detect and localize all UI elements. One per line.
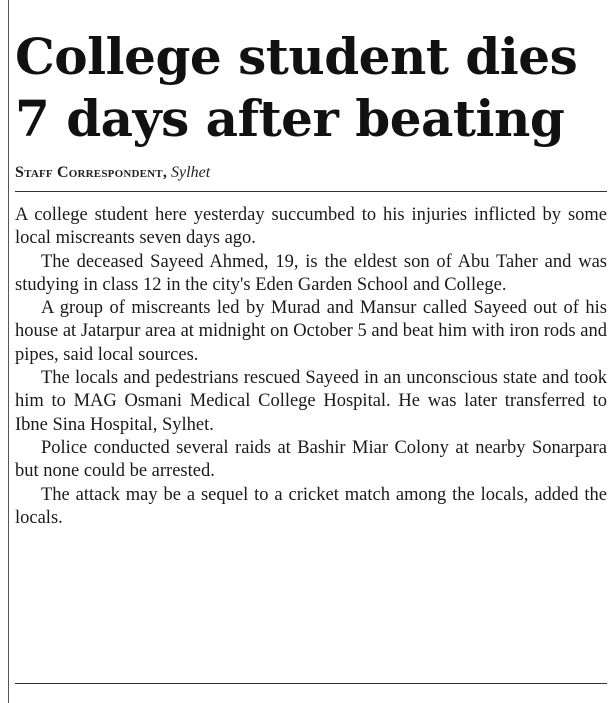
news-article [15, 26, 607, 530]
headline [15, 26, 607, 150]
paragraph: The locals and pedestrians rescued Sayeed in an unconscious state and took him to MAG Osmani Medical College Hospital. He was later transferred to Ibne Sina Hospital, Sylhet. [15, 368, 607, 435]
byline-location: Sylhet [171, 164, 211, 181]
article-end-divider [15, 683, 607, 684]
byline-divider [15, 191, 607, 192]
headline-line-2: 7 days after beating [15, 89, 565, 148]
paragraph: A college student here yesterday succumbed to his injuries inflicted by some local miscreants seven days ago. [15, 205, 607, 249]
paragraph: A group of miscreants led by Murad and Mansur called Sayeed out of his house at Jatarpur area at midnight on October 5 and beat him with iron rods and pipes, said local sources. [15, 298, 607, 365]
column-rule-left [8, 0, 9, 703]
paragraph: Police conducted several raids at Bashir Miar Colony at nearby Sonarpara but none could be arrested. [15, 437, 607, 482]
paragraph: The deceased Sayeed Ahmed, 19, is the eldest son of Abu Taher and was studying in class 12 in the city's Eden Garden School and College. [15, 251, 607, 295]
byline-author: Staff Correspondent, [15, 164, 168, 181]
paragraph: The attack may be a sequel to a cricket match among the locals, added the locals. [15, 484, 607, 528]
article-body [15, 204, 607, 530]
headline-line-1: College student dies [15, 27, 578, 86]
byline [15, 163, 607, 183]
